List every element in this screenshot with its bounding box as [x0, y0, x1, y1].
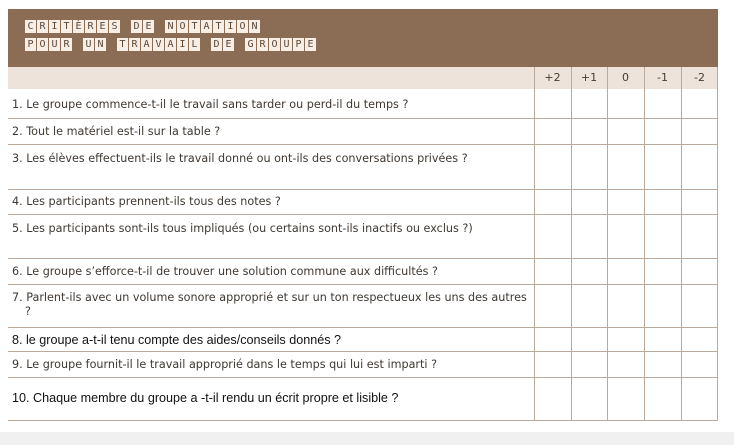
table-row [8, 328, 718, 352]
title-letter: O [176, 20, 188, 33]
title-letter: O [268, 38, 280, 51]
question-1: 1. Le groupe commence-t-il le travail sans tarder ou perd-il du temps ? [12, 98, 409, 111]
title-letter: A [164, 38, 176, 51]
table-row [8, 259, 718, 285]
table-row [8, 119, 718, 145]
table-row [8, 215, 718, 259]
table-row [8, 145, 718, 190]
title-letter: E [142, 20, 154, 33]
title-line-2 [24, 38, 316, 51]
title-letter: U [48, 38, 60, 51]
title-letter: È [72, 20, 84, 33]
title-letter: S [108, 20, 120, 33]
question-10: 10. Chaque membre du groupe a -t-il rendu un écrit propre et lisible ? [12, 391, 399, 405]
question-5: 5. Les participants sont-ils tous impliqués (ou certains sont-ils inactifs ou exclus ?) [12, 222, 473, 235]
title-letter: O [36, 38, 48, 51]
question-2: 2. Tout le matériel est-il sur la table ? [12, 125, 221, 138]
question-8: 8. le groupe a-t-il tenu compte des aides/conseils donnés ? [12, 333, 342, 347]
question-4: 4. Les participants prennent-ils tous des notes ? [12, 195, 281, 208]
column-divider [571, 67, 572, 420]
title-letter: A [200, 20, 212, 33]
column-divider [717, 67, 718, 420]
title-letter: T [116, 38, 128, 51]
title-letter: R [128, 38, 140, 51]
column-divider [534, 67, 535, 420]
table-row [8, 378, 718, 421]
title-letter: R [84, 20, 96, 33]
title-letter: R [60, 38, 72, 51]
scale-header-zero: 0 [622, 71, 629, 84]
page-bottom-shade [0, 432, 734, 445]
scale-header-row [8, 67, 718, 89]
column-divider [681, 67, 682, 420]
title-letter-gap [234, 38, 244, 51]
title-letter: N [94, 38, 106, 51]
scale-header-plus2: +2 [544, 71, 561, 84]
title-letter: E [304, 38, 316, 51]
question-6: 6. Le groupe s’efforce-t-il de trouver une solution commune aux difficultés ? [12, 265, 438, 278]
column-divider [607, 67, 608, 420]
title-letter: I [224, 20, 236, 33]
scale-header-minus2: -2 [694, 71, 705, 84]
column-divider [644, 67, 645, 420]
title-letter: V [152, 38, 164, 51]
question-9: 9. Le groupe fournit-il le travail approprié dans le temps qui lui est imparti ? [12, 358, 438, 371]
question-3: 3. Les élèves effectuent-ils le travail donné ou ont-ils des conversations privées ? [12, 152, 468, 165]
title-letter: I [176, 38, 188, 51]
title-line-1 [24, 20, 260, 33]
title-letter: P [292, 38, 304, 51]
title-letter: L [188, 38, 200, 51]
title-letter: U [82, 38, 94, 51]
title-letter: R [256, 38, 268, 51]
title-letter: G [244, 38, 256, 51]
title-letter-gap [200, 38, 210, 51]
title-banner [8, 9, 718, 67]
title-letter: D [130, 20, 142, 33]
title-letter: T [212, 20, 224, 33]
title-letter: T [188, 20, 200, 33]
title-letter-gap [72, 38, 82, 51]
scale-header-plus1: +1 [580, 71, 598, 84]
title-letter: R [36, 20, 48, 33]
table-row [8, 352, 718, 378]
title-letter: I [48, 20, 60, 33]
table-row [8, 285, 718, 328]
title-letter: A [140, 38, 152, 51]
title-letter: C [24, 20, 36, 33]
title-letter-gap [106, 38, 116, 51]
title-letter: P [24, 38, 36, 51]
title-letter: T [60, 20, 72, 33]
title-letter-gap [154, 20, 164, 33]
scale-header-minus1: -1 [657, 71, 668, 84]
title-letter-gap [120, 20, 130, 33]
title-letter: E [96, 20, 108, 33]
title-letter: O [236, 20, 248, 33]
title-letter: E [222, 38, 234, 51]
question-7: 7. Parlent-ils avec un volume sonore approprié et sur un ton respectueux les uns des autres ? [12, 291, 527, 318]
title-letter: U [280, 38, 292, 51]
title-letter: D [210, 38, 222, 51]
title-letter: N [248, 20, 260, 33]
table-row [8, 89, 718, 119]
title-letter: N [164, 20, 176, 33]
table-row [8, 190, 718, 215]
